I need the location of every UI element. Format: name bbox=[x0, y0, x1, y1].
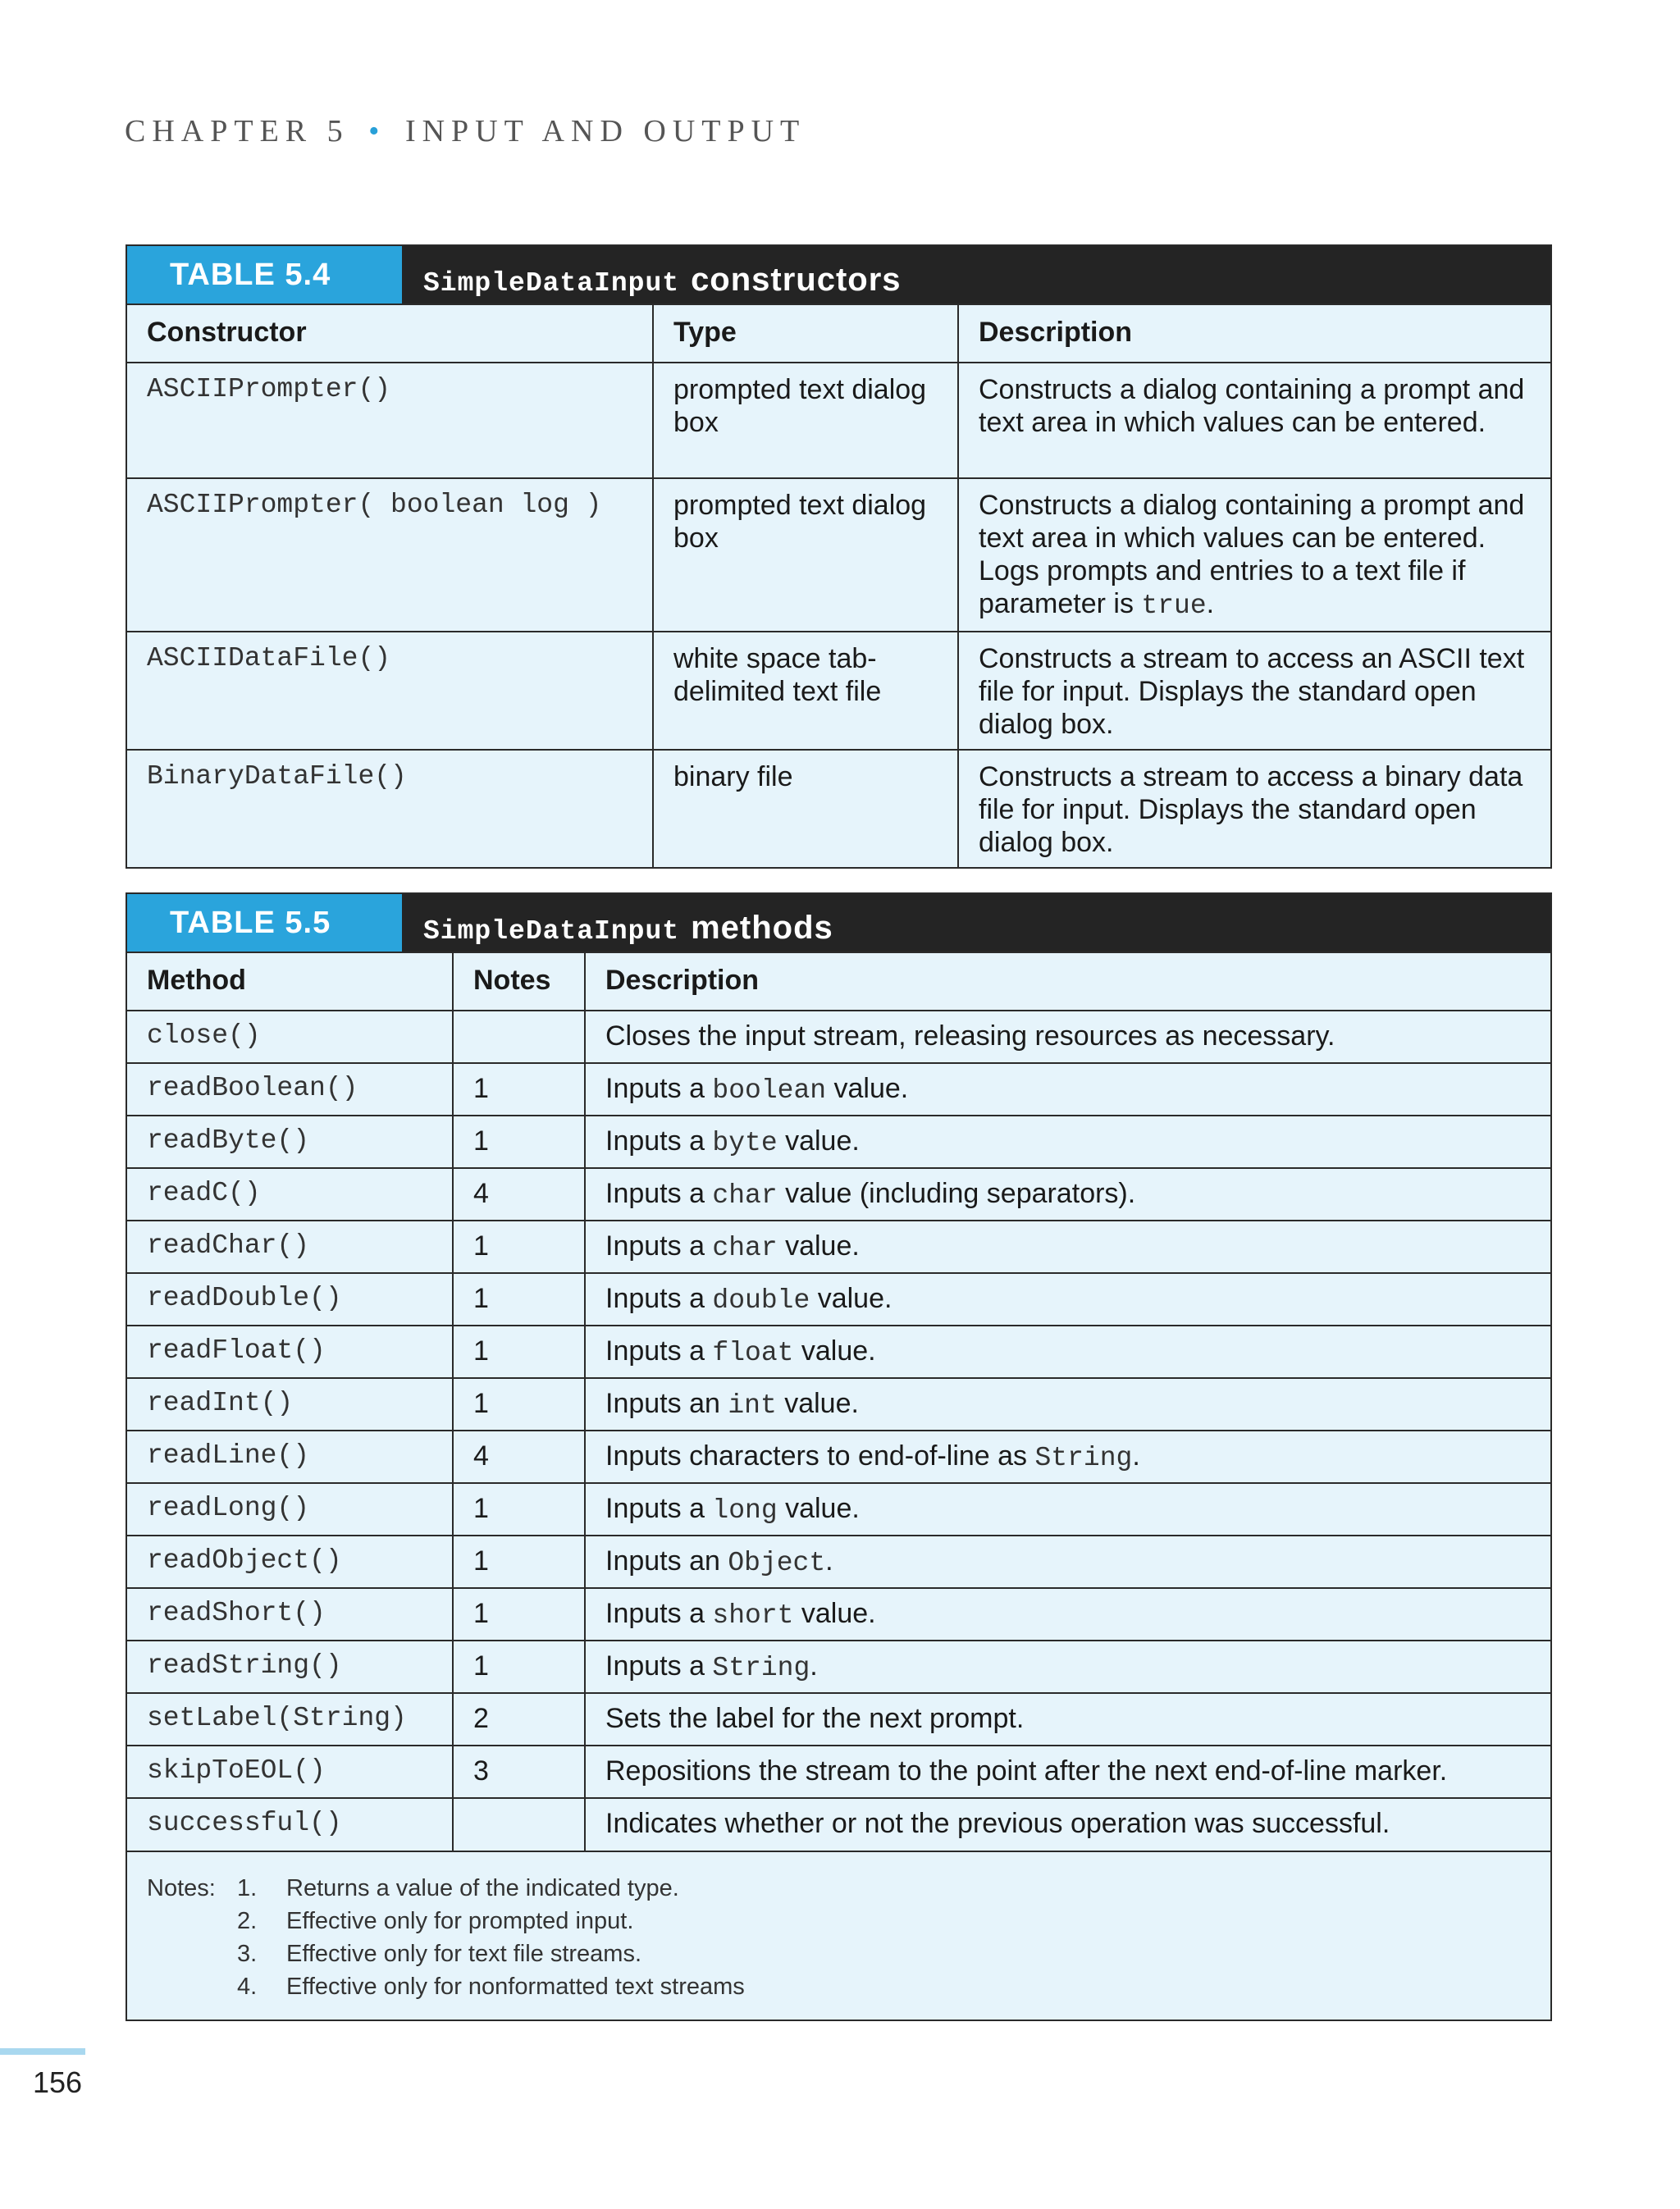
method-cell: readString() bbox=[127, 1641, 453, 1693]
note-text: Returns a value of the indicated type. bbox=[286, 1875, 679, 1901]
table-title-word: constructors bbox=[691, 262, 902, 298]
description-cell bbox=[585, 1221, 1550, 1273]
notes-cell: 4 bbox=[453, 1168, 585, 1221]
method-cell: readBoolean() bbox=[127, 1063, 453, 1116]
description-code: boolean bbox=[712, 1075, 827, 1106]
method-cell: readByte() bbox=[127, 1116, 453, 1168]
description-cell bbox=[958, 478, 1550, 632]
description-text: Inputs a bbox=[605, 1283, 713, 1314]
description-cell bbox=[585, 1273, 1550, 1326]
description-code: double bbox=[712, 1285, 810, 1316]
table-row bbox=[127, 750, 1550, 867]
description-end: value (including separators). bbox=[777, 1178, 1136, 1209]
description-end: value. bbox=[777, 1230, 860, 1262]
notes-cell: 3 bbox=[453, 1746, 585, 1798]
table-row bbox=[127, 1221, 1550, 1273]
method-cell: readDouble() bbox=[127, 1273, 453, 1326]
table-row bbox=[127, 363, 1550, 478]
type-cell: prompted text dialog box bbox=[653, 363, 958, 478]
table-row bbox=[127, 1536, 1550, 1588]
description-text: Inputs a bbox=[605, 1230, 713, 1262]
description-end: value. bbox=[777, 1493, 860, 1524]
bullet-separator: • bbox=[368, 114, 386, 148]
column-header: Description bbox=[958, 305, 1550, 363]
table-row bbox=[127, 1326, 1550, 1378]
notes-cell: 1 bbox=[453, 1378, 585, 1431]
description-text: Inputs a bbox=[605, 1493, 713, 1524]
method-cell: readLong() bbox=[127, 1483, 453, 1536]
table-title bbox=[402, 894, 833, 952]
description-end: value. bbox=[793, 1598, 876, 1629]
description-code: Object bbox=[728, 1548, 826, 1578]
constructor-cell: BinaryDataFile() bbox=[127, 750, 653, 867]
description-text: Inputs a bbox=[605, 1073, 713, 1104]
description-code: short bbox=[712, 1600, 794, 1631]
table-row bbox=[127, 1588, 1550, 1641]
table-row bbox=[127, 1798, 1550, 1851]
page-number: 156 bbox=[33, 2065, 83, 2099]
chapter-label: CHAPTER 5 bbox=[125, 114, 349, 148]
note-item bbox=[237, 1872, 745, 1905]
table-number: TABLE 5.5 bbox=[127, 894, 402, 952]
description-cell bbox=[585, 1011, 1550, 1063]
table-header-row bbox=[127, 953, 1550, 1011]
table-row bbox=[127, 1641, 1550, 1693]
description-text: Inputs a bbox=[605, 1125, 713, 1157]
table-title-word: methods bbox=[691, 910, 833, 946]
description-cell bbox=[585, 1063, 1550, 1116]
methods-table bbox=[127, 953, 1550, 1851]
notes-label: Notes: bbox=[147, 1875, 216, 1901]
description-cell bbox=[585, 1536, 1550, 1588]
description-code: int bbox=[728, 1390, 777, 1421]
description-cell bbox=[585, 1168, 1550, 1221]
description-text: Constructs a dialog containing a prompt and text area in which values can be entered. Logs prompts and entries to a text file if parameter is bbox=[979, 490, 1525, 619]
table-header-bar bbox=[127, 246, 1550, 305]
description-cell bbox=[585, 1798, 1550, 1851]
description-code: String bbox=[712, 1653, 810, 1683]
method-cell: readChar() bbox=[127, 1221, 453, 1273]
table-row bbox=[127, 1168, 1550, 1221]
constructors-table bbox=[127, 305, 1550, 867]
table-row bbox=[127, 1273, 1550, 1326]
type-cell: binary file bbox=[653, 750, 958, 867]
description-text: Inputs a bbox=[605, 1178, 713, 1209]
note-number: 2. bbox=[237, 1908, 258, 1934]
page-number-rule bbox=[0, 2048, 85, 2055]
description-end: . bbox=[810, 1650, 818, 1682]
note-number: 4. bbox=[237, 1974, 258, 2000]
table-notes bbox=[127, 1851, 1550, 2020]
description-cell: Constructs a stream to access a binary data file for input. Displays the standard open dialog box. bbox=[958, 750, 1550, 867]
notes-list bbox=[237, 1872, 745, 2003]
description-code: long bbox=[712, 1495, 778, 1526]
column-header: Method bbox=[147, 965, 246, 996]
description-text: Inputs a bbox=[605, 1650, 713, 1682]
method-cell: setLabel(String) bbox=[127, 1693, 453, 1746]
description-text: Inputs a bbox=[605, 1598, 713, 1629]
notes-cell: 1 bbox=[453, 1063, 585, 1116]
type-cell: white space tab-delimited text file bbox=[653, 632, 958, 750]
chapter-title: INPUT AND OUTPUT bbox=[404, 114, 806, 148]
description-code: char bbox=[712, 1180, 778, 1211]
description-end: value. bbox=[810, 1283, 892, 1314]
table-row bbox=[127, 1063, 1550, 1116]
description-code: String bbox=[1034, 1443, 1133, 1473]
description-text: Inputs an bbox=[605, 1388, 728, 1419]
methods-body bbox=[127, 1011, 1550, 1851]
description-cell bbox=[585, 1116, 1550, 1168]
table-row bbox=[127, 478, 1550, 632]
column-header: Description bbox=[585, 953, 1550, 1011]
column-header: Type bbox=[653, 305, 958, 363]
table-row bbox=[127, 632, 1550, 750]
method-cell: successful() bbox=[127, 1798, 453, 1851]
description-cell bbox=[585, 1378, 1550, 1431]
description-end: value. bbox=[776, 1388, 859, 1419]
running-head bbox=[125, 113, 806, 149]
note-number: 1. bbox=[237, 1875, 258, 1901]
notes-cell: 2 bbox=[453, 1693, 585, 1746]
description-cell bbox=[585, 1588, 1550, 1641]
notes-cell: 1 bbox=[453, 1536, 585, 1588]
description-cell bbox=[585, 1431, 1550, 1483]
notes-cell: 1 bbox=[453, 1588, 585, 1641]
description-cell bbox=[585, 1693, 1550, 1746]
description-code: char bbox=[712, 1233, 778, 1263]
note-item bbox=[237, 1937, 745, 1970]
notes-cell bbox=[453, 1011, 585, 1063]
method-cell: readFloat() bbox=[127, 1326, 453, 1378]
constructor-cell: ASCIIDataFile() bbox=[127, 632, 653, 750]
table-header-row bbox=[127, 305, 1550, 363]
table-row bbox=[127, 1431, 1550, 1483]
description-end: . bbox=[1132, 1440, 1140, 1472]
table-row bbox=[127, 1378, 1550, 1431]
method-cell: readC() bbox=[127, 1168, 453, 1221]
description-end: . bbox=[1206, 588, 1215, 619]
table-row bbox=[127, 1116, 1550, 1168]
column-header: Constructor bbox=[147, 317, 307, 348]
method-cell: skipToEOL() bbox=[127, 1746, 453, 1798]
table-title bbox=[402, 246, 902, 304]
note-text: Effective only for nonformatted text streams bbox=[286, 1974, 745, 2000]
method-cell: readObject() bbox=[127, 1536, 453, 1588]
description-text: Sets the label for the next prompt. bbox=[605, 1703, 1025, 1734]
note-item bbox=[237, 1905, 745, 1937]
method-cell: readLine() bbox=[127, 1431, 453, 1483]
description-cell: Constructs a stream to access an ASCII text file for input. Displays the standard open dialog box. bbox=[958, 632, 1550, 750]
table-5-4 bbox=[126, 244, 1552, 869]
note-number: 3. bbox=[237, 1941, 258, 1967]
description-end: value. bbox=[793, 1335, 876, 1367]
description-code: byte bbox=[712, 1128, 778, 1158]
constructor-cell: ASCIIPrompter() bbox=[127, 363, 653, 478]
description-cell bbox=[585, 1746, 1550, 1798]
table-row bbox=[127, 1746, 1550, 1798]
description-cell bbox=[585, 1641, 1550, 1693]
notes-cell: 1 bbox=[453, 1116, 585, 1168]
description-text: Inputs a bbox=[605, 1335, 713, 1367]
table-row bbox=[127, 1483, 1550, 1536]
notes-cell: 1 bbox=[453, 1641, 585, 1693]
constructor-cell: ASCIIPrompter( boolean log ) bbox=[127, 478, 653, 632]
table-header-bar bbox=[127, 894, 1550, 953]
description-text: Indicates whether or not the previous operation was successful. bbox=[605, 1808, 1390, 1839]
notes-cell: 1 bbox=[453, 1326, 585, 1378]
description-text: Repositions the stream to the point after the next end-of-line marker. bbox=[605, 1755, 1448, 1787]
description-cell: Constructs a dialog containing a prompt and text area in which values can be entered. bbox=[958, 363, 1550, 478]
notes-cell: 1 bbox=[453, 1221, 585, 1273]
table-row bbox=[127, 1693, 1550, 1746]
description-text: Inputs an bbox=[605, 1545, 728, 1577]
description-code: true bbox=[1141, 591, 1207, 621]
description-end: value. bbox=[777, 1125, 860, 1157]
type-cell: prompted text dialog box bbox=[653, 478, 958, 632]
table-number: TABLE 5.4 bbox=[127, 246, 402, 304]
table-5-5 bbox=[126, 892, 1552, 2021]
note-item bbox=[237, 1970, 745, 2003]
note-text: Effective only for text file streams. bbox=[286, 1941, 642, 1967]
method-cell: close() bbox=[127, 1011, 453, 1063]
description-text: Inputs characters to end-of-line as bbox=[605, 1440, 1035, 1472]
description-code: float bbox=[712, 1338, 794, 1368]
table-title-code: SimpleDataInput bbox=[423, 268, 680, 299]
description-cell bbox=[585, 1326, 1550, 1378]
description-end: . bbox=[825, 1545, 833, 1577]
column-header: Notes bbox=[453, 953, 585, 1011]
table-title-code: SimpleDataInput bbox=[423, 916, 680, 947]
notes-cell: 1 bbox=[453, 1273, 585, 1326]
notes-cell: 1 bbox=[453, 1483, 585, 1536]
note-text: Effective only for prompted input. bbox=[286, 1908, 634, 1934]
notes-cell bbox=[453, 1798, 585, 1851]
description-text: Closes the input stream, releasing resources as necessary. bbox=[605, 1020, 1335, 1052]
description-cell bbox=[585, 1483, 1550, 1536]
notes-cell: 4 bbox=[453, 1431, 585, 1483]
table-row bbox=[127, 1011, 1550, 1063]
method-cell: readInt() bbox=[127, 1378, 453, 1431]
method-cell: readShort() bbox=[127, 1588, 453, 1641]
description-end: value. bbox=[826, 1073, 909, 1104]
